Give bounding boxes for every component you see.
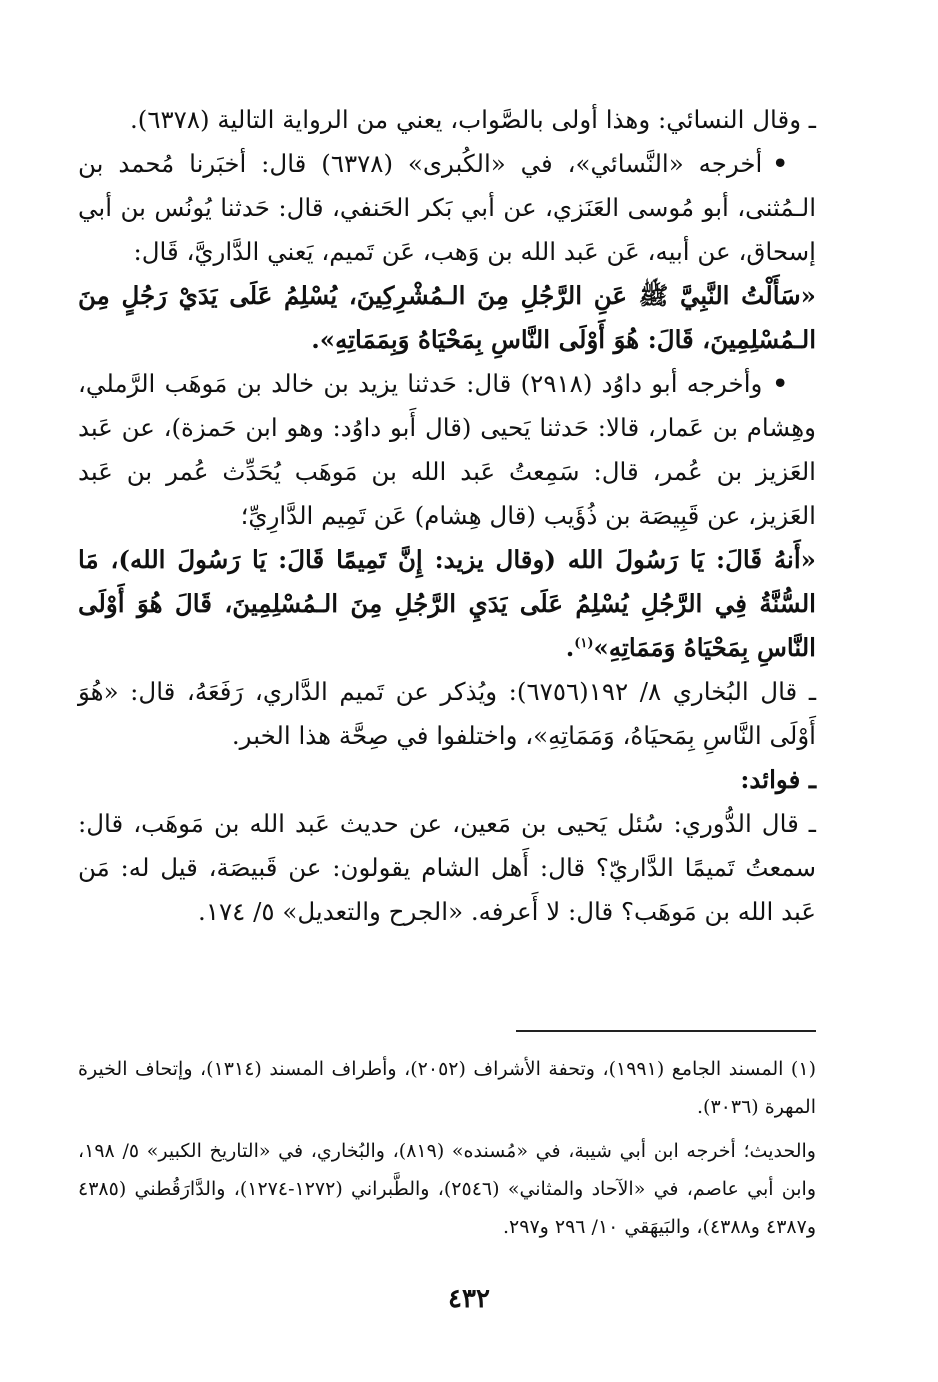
footnote-1: (١) المسند الجامع (١٩٩١)، وتحفة الأشراف (٢٠٥٢)، وأطراف المسند (١٣١٤)، وإتحاف الخيرة المهرة (٣٠٣٦). [78, 1058, 816, 1118]
paragraph-duri: ـ قال الدُّوري: سُئل يَحيى بن مَعين، عن حديث عَبد الله بن مَوهَب، قال: سمعتُ تَميمًا الدَّاريّ؟ قال: أَهل الشام يقولون: عن قَبيصَة، قيل له: مَن عَبد الله بن مَوهَب؟ قال: لا أَعرفه. «الجرح والتعديل» ٥/ ١٧٤. [78, 809, 816, 926]
footnote-divider [516, 1030, 816, 1032]
bullet-icon: • [772, 149, 788, 178]
footnotes [78, 1050, 816, 1246]
section-heading-benefits: ـ فوائد: [740, 765, 816, 794]
footnote-ref: (١) [574, 635, 594, 651]
hadith-text-1: «سَأَلْتُ النَّبِيَّ ﷺ عَنِ الرَّجُلِ مِنَ الـمُشْرِكِينَ، يُسْلِمُ عَلَى يَدَيْ رَجُلٍ مِنَ الـمُسْلِمِينَ، قَالَ: هُوَ أَوْلَى النَّاسِ بِمَحْيَاهُ وَبِمَمَاتِهِ». [78, 281, 816, 354]
hadith-text-2-body: «أَنهُ قَالَ: يَا رَسُولَ الله (وقال يزيد: إِنَّ تَمِيمًا قَالَ: يَا رَسُولَ الله)، مَا السُّنَّةُ فِي الرَّجُلِ يُسْلِمُ عَلَى يَدَيِ الرَّجُلِ مِنَ الـمُسْلِمِينَ، قَالَ هُوَ أَوْلَى النَّاسِ بِمَحْيَاهُ وَمَمَاتِهِ» [78, 545, 816, 662]
bullet-icon: • [772, 369, 788, 398]
paragraph-nasai-chain-text: أخرجه «النَّسائي»، في «الكُبرى» (٦٣٧٨) قال: أخبَرنا مُحمد بن الـمُثنى، أبو مُوسى العَنَزي، عن أبي بَكر الحَنفي، قال: حَدثنا يُونُس بن أبي إسحاق، عن أبيه، عَن عَبد الله بن وَهب، عَن تَميم، يَعني الدَّاريَّ، قَال: [78, 149, 816, 266]
hadith-text-2 [78, 538, 816, 670]
hadith-text-2-end: . [565, 633, 575, 662]
paragraph-abudawud-chain [78, 362, 816, 538]
paragraph-nasai-comment: ـ وقال النسائي: وهذا أولى بالصَّواب، يعني من الرواية التالية (٦٣٧٨). [129, 105, 816, 134]
paragraph-nasai-chain [78, 142, 816, 274]
footnote-2: والحديث؛ أخرجه ابن أبي شيبة، في «مُسنده» (٨١٩)، والبُخاري، في «التاريخ الكبير» ٥/ ١٩٨، وابن أبي عاصم، في «الآحاد والمثاني» (٢٥٤٦)، والطَّبراني (١٢٧٢-١٢٧٤)، والدَّارَقُطني (٤٣٨٥ و٤٣٨٧ و٤٣٨٨)، والبَيهَقي ١٠/ ٢٩٦ و٢٩٧. [78, 1140, 816, 1238]
main-text [78, 98, 816, 934]
paragraph-bukhari: ـ قال البُخاري ٨/ ١٩٢(٦٧٥٦): ويُذكر عن تَميم الدَّاري، رَفَعَهُ، قال: «هُوَ أَوْلَى النَّاسِ بِمَحيَاهُ، وَمَمَاتِهِ»، واختلفوا في صِحَّة هذا الخبر. [78, 677, 816, 750]
page-number: ٤٣٢ [448, 1284, 490, 1314]
paragraph-abudawud-chain-text: وأخرجه أبو داوُد (٢٩١٨) قال: حَدثنا يزيد بن خالد بن مَوهَب الرَّملي، وهِشام بن عَمار، قالا: حَدثنا يَحيى (قال أَبو داوُد: وهو ابن حَمزة)، عن عَبد العَزيز بن عُمر، قال: سَمِعتُ عَبد الله بن مَوهَب يُحَدِّث عُمر بن عَبد العَزيز، عن قَبِيصَة بن ذُؤَيب (قال هِشام) عَن تَمِيم الدَّارِيِّ؛ [78, 369, 816, 530]
